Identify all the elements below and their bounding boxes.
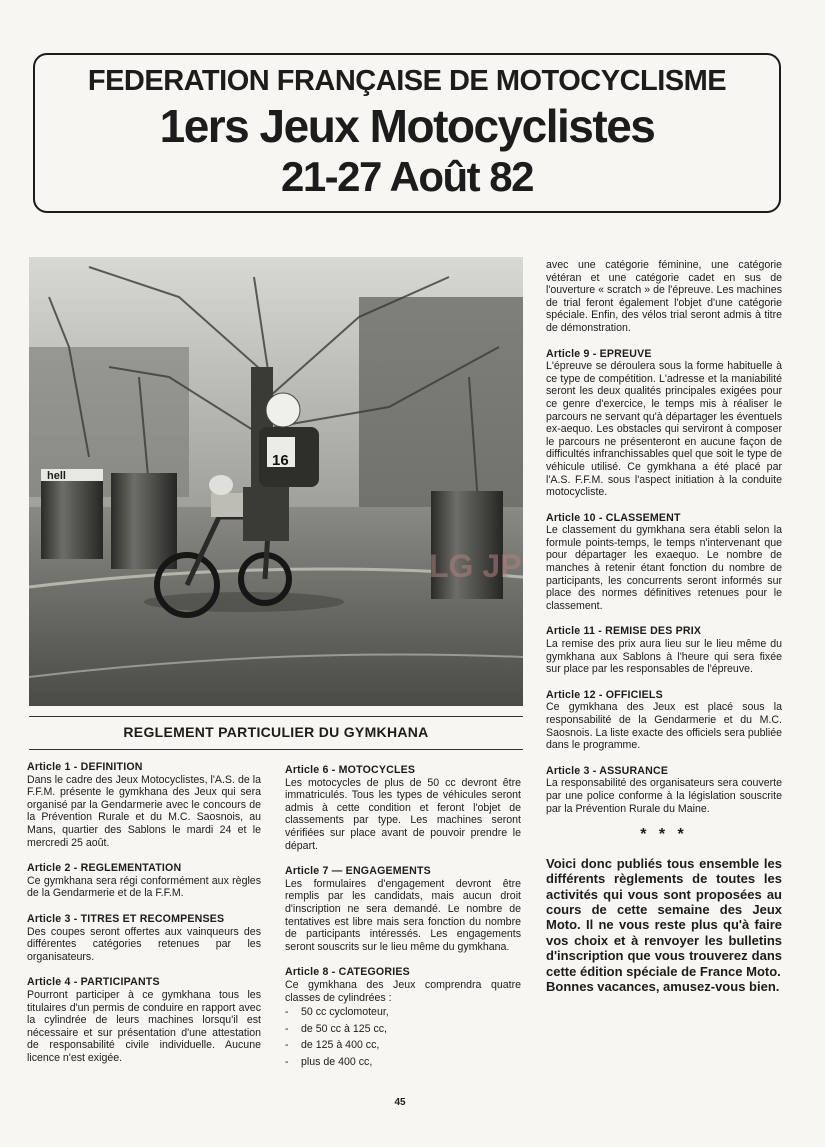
barrel-middle xyxy=(111,473,177,569)
article-body: Ce gymkhana des Jeux est placé sous la responsabilité de la Gendarmerie et du M.C. Saosnois. La liste exacte des officiels sera publiée dans le programme. xyxy=(546,701,782,752)
article-body: Ce gymkhana sera régi conformément aux règles de la Gendarmerie et de la F.F.M. xyxy=(27,874,261,900)
list-item: - plus de 400 cc, xyxy=(285,1055,373,1068)
divider xyxy=(29,749,523,750)
article xyxy=(285,865,521,953)
article-body: Pourront participer à ce gymkhana tous les titulaires d'un permis de conduire en rapport avec la cylindrée de leurs machines lorsqu'il est nécessaire et sur présentation d'une attestation de responsabilité civile individuelle. Aucune licence n'est exigée. xyxy=(27,988,261,1064)
article xyxy=(546,625,782,675)
column-3 xyxy=(546,259,782,994)
event-date: 21-27 Août 82 xyxy=(280,153,534,200)
article-title: Article 1 - DEFINITION xyxy=(27,761,143,773)
article-title: Article 3 - TITRES ET RECOMPENSES xyxy=(27,912,225,925)
stars-separator: * * * xyxy=(640,826,688,844)
list-item: - de 125 à 400 cc, xyxy=(285,1039,380,1052)
article-body: Ce gymkhana des Jeux comprendra quatre classes de cylindrées : xyxy=(285,978,521,1004)
closing-end: Bonnes vacances, amusez-vous bien. xyxy=(546,979,780,994)
article-title: Article 4 - PARTICIPANTS xyxy=(27,976,160,989)
barrel-left xyxy=(41,469,103,559)
categories-list xyxy=(285,1006,521,1068)
article xyxy=(27,976,261,1064)
divider xyxy=(29,716,523,717)
intro-continued: avec une catégorie féminine, une catégorie vétéran et une catégorie cadet en sus de l'ouverture « scratch » de l'épreuve. Les machines de trial feront également l'objet d'une catégorie spéciale. Enfin, des vélos trial seront admis à titre de démonstration. xyxy=(546,259,782,334)
article-title: Article 3 - ASSURANCE xyxy=(546,764,669,777)
article-title: Article 6 - MOTOCYCLES xyxy=(285,764,416,776)
article-title: Article 11 - REMISE DES PRIX xyxy=(546,625,702,638)
article-title: Article 8 - CATEGORIES xyxy=(285,966,410,979)
article-title: Article 10 - CLASSEMENT xyxy=(546,511,681,524)
article-title: Article 7 — ENGAGEMENTS xyxy=(285,865,431,878)
article-body: Le classement du gymkhana sera établi selon la formule points-temps, le temps n'intervenant que pour départager les exaequo. Le nombre de manches à retenir étant fonction du nombre de participants, les concurrents seront informés sur place des normes définitives retenues pour le classement. xyxy=(546,524,782,612)
article xyxy=(546,765,782,815)
article xyxy=(27,761,261,849)
article xyxy=(546,689,782,752)
list-item: - 50 cc cyclomoteur, xyxy=(285,1006,389,1019)
article-body: L'épreuve se déroulera sous la forme habituelle à ce type de compétition. L'adresse et la maniabilité seront les deux qualités principales exigées pour ce genre d'exercice, le temps mis à réaliser le parcours ne servant qu'à départager les éventuels ex-aequo. Les obstacles qui serviront à composer le parcours ne présenteront en aucune façon de difficultés infranchissables quel que soit le type de véhicule utilisé. Ce gymkhana a été placé par l'A.S. F.F.M. sous l'aspect initiation à la conduite motocycliste. xyxy=(546,360,782,499)
article-body: Dans le cadre des Jeux Motocyclistes, l'A.S. de la F.F.M. présente le gymkhana des Jeux qui sera organisé par la Gendarmerie avec le concours de la Prévention Rurale et du M.C. Saosnois, au Mans, quartier des Sablons le mardi 24 et le mercredi 25 août. xyxy=(27,773,261,849)
list-item: - de 50 cc à 125 cc, xyxy=(285,1022,387,1035)
gymkhana-photo xyxy=(29,257,523,706)
article-title: Article 12 - OFFICIELS xyxy=(546,688,663,701)
article-body: Des coupes seront offertes aux vainqueurs des différentes catégories retenues par les organisateurs. xyxy=(27,925,261,963)
column-1 xyxy=(27,761,261,1077)
header-box xyxy=(33,53,781,213)
article xyxy=(27,913,261,963)
article-body: La responsabilité des organisateurs sera couverte par une police conforme à la législation souscrite par la Prévention Rurale du Maine. xyxy=(546,777,782,815)
watermark: LG JP xyxy=(429,548,522,584)
federation-name: FEDERATION FRANÇAISE DE MOTOCYCLISME xyxy=(87,65,727,97)
article-body: La remise des prix aura lieu sur le lieu même du gymkhana aux Sablons à l'heure qui sera fixée sur place par les responsables de l'épreuve. xyxy=(546,638,782,676)
bib-number: 16 xyxy=(272,452,289,469)
article xyxy=(27,862,261,900)
closing-text: Voici donc publiés tous ensemble les différents règlements de toutes les activités qui vous sont proposées au cours de cette semaine des Jeux Moto. Il ne vous reste plus qu'à faire vos choix et à renvoyer les bulletins d'inscription que vous trouverez dans cette édition spéciale de France Moto. xyxy=(546,855,782,979)
article xyxy=(285,966,521,1068)
article xyxy=(546,348,782,499)
article xyxy=(285,764,521,852)
article xyxy=(546,512,782,613)
article-body: Les motocycles de plus de 50 cc devront être immatriculés. Tous les types de véhicules seront admis à cette condition et feront l'objet de classements par type. Les machines seront vérifiées sur place avant de pouvoir prendre le départ. xyxy=(285,776,521,852)
article-body: Les formulaires d'engagement devront être remplis par les candidats, mais aucun droit d'inscription ne sera demandé. Le nombre de tentatives est libre mais sera fonction du nombre de participants intéressés. Les engagements seront souscrits sur le lieu même du gymkhana. xyxy=(285,877,521,953)
page-number: 45 xyxy=(394,1097,406,1108)
article-title: Article 9 - EPREUVE xyxy=(546,347,652,360)
column-2 xyxy=(285,764,521,1081)
section-title: REGLEMENT PARTICULIER DU GYMKHANA xyxy=(123,724,429,740)
barrel-text: hell xyxy=(47,470,66,482)
article-title: Article 2 - REGLEMENTATION xyxy=(27,862,182,875)
page-title: 1ers Jeux Motocyclistes xyxy=(159,100,655,152)
